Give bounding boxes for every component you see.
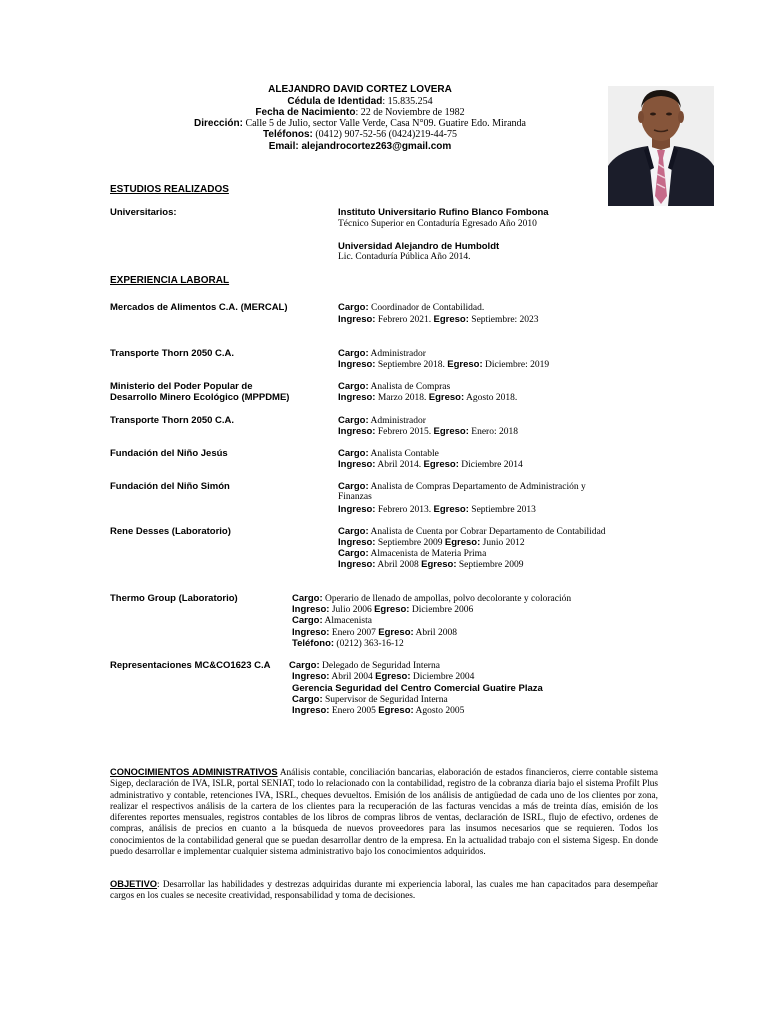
birthdate-line: Fecha de Nacimiento: 22 de Noviembre de 1982 [255, 107, 465, 118]
experience-cargo: Cargo: Operario de llenado de ampollas, polvo decolorante y coloración [292, 593, 572, 604]
experience-cargo-continued: Finanzas [338, 492, 372, 502]
experience-cargo: Cargo: Analista Contable [338, 448, 439, 459]
experience-cargo: Cargo: Analista de Compras [338, 381, 451, 392]
experience-dates: Ingreso: Abril 2008 Egreso: Septiembre 2009 [338, 559, 524, 570]
experience-cargo: Cargo: Administrador [338, 415, 426, 426]
study-institution: Instituto Universitario Rufino Blanco Fombona [338, 207, 549, 218]
knowledge-title: CONOCIMIENTOS ADMINISTRATIVOS [110, 767, 278, 777]
experience-cargo: Cargo: Almacenista [292, 615, 372, 626]
experience-company: Representaciones MC&CO1623 C.A [110, 660, 271, 671]
experience-subheading: Gerencia Seguridad del Centro Comercial Guatire Plaza [292, 683, 543, 694]
profile-photo [608, 86, 714, 206]
experience-section-title: EXPERIENCIA LABORAL [110, 275, 230, 286]
experience-company: Fundación del Niño Jesús [110, 448, 228, 459]
experience-dates: Ingreso: Enero 2007 Egreso: Abril 2008 [292, 627, 457, 638]
experience-cargo: Cargo: Analista de Cuenta por Cobrar Departamento de Contabilidad [338, 526, 606, 537]
phones-line: Teléfonos: (0412) 907-52-56 (0424)219-44-75 [263, 129, 457, 140]
experience-company: Fundación del Niño Simón [110, 481, 230, 492]
objective-title: OBJETIVO [110, 879, 158, 889]
experience-dates: Ingreso: Abril 2014. Egreso: Diciembre 2014 [338, 459, 523, 470]
experience-company: Transporte Thorn 2050 C.A. [110, 348, 235, 359]
objective-text: : Desarrollar las habilidades y destrezas adquiridas durante mi experiencia laboral, las cuales me han capacitados para desempeñar cargos en los cuales se necesite creatividad, responsabilidad y toma de decisiones. [110, 880, 658, 902]
experience-dates: Ingreso: Septiembre 2018. Egreso: Diciembre: 2019 [338, 359, 550, 370]
experience-dates: Ingreso: Septiembre 2009 Egreso: Junio 2012 [338, 537, 525, 548]
experience-cargo: Cargo: Coordinador de Contabilidad. [338, 302, 485, 313]
experience-dates: Ingreso: Marzo 2018. Egreso: Agosto 2018. [338, 392, 518, 403]
study-detail: Lic. Contaduría Pública Año 2014. [338, 252, 471, 262]
knowledge-paragraph [110, 767, 658, 858]
experience-company: Transporte Thorn 2050 C.A. [110, 415, 235, 426]
experience-dates: Ingreso: Abril 2004 Egreso: Diciembre 2004 [292, 671, 475, 682]
experience-cargo: Cargo: Administrador [338, 348, 426, 359]
experience-cargo: Cargo: Delegado de Seguridad Interna [289, 660, 440, 671]
experience-dates: Ingreso: Enero 2005 Egreso: Agosto 2005 [292, 705, 465, 716]
experience-company: Rene Desses (Laboratorio) [110, 526, 231, 537]
cedula-line: Cédula de Identidad: 15.835.254 [287, 96, 433, 107]
person-portrait-icon [608, 86, 714, 206]
studies-label: Universitarios: [110, 207, 177, 218]
experience-dates: Ingreso: Julio 2006 Egreso: Diciembre 2006 [292, 604, 474, 615]
experience-company: Mercados de Alimentos C.A. (MERCAL) [110, 302, 288, 313]
address-line: Dirección: Calle 5 de Julio, sector Valle Verde, Casa N°09. Guatire Edo. Miranda [194, 118, 526, 129]
study-institution: Universidad Alejandro de Humboldt [338, 241, 500, 252]
experience-cargo: Cargo: Analista de Compras Departamento de Administración y [338, 481, 586, 492]
candidate-name: ALEJANDRO DAVID CORTEZ LOVERA [268, 84, 452, 95]
experience-company: Ministerio del Poder Popular de [110, 381, 253, 392]
experience-cargo: Cargo: Supervisor de Seguridad Interna [292, 694, 448, 705]
experience-dates: Ingreso: Febrero 2013. Egreso: Septiembre 2013 [338, 504, 536, 515]
studies-section-title: ESTUDIOS REALIZADOS [110, 184, 229, 195]
experience-phone: Teléfono: (0212) 363-16-12 [292, 638, 404, 649]
email-line: Email: alejandrocortez263@gmail.com [268, 141, 452, 152]
objective-paragraph [110, 879, 658, 903]
experience-company: Thermo Group (Laboratorio) [110, 593, 238, 604]
experience-dates: Ingreso: Febrero 2015. Egreso: Enero: 2018 [338, 426, 518, 437]
study-detail: Técnico Superior en Contaduría Egresado Año 2010 [338, 219, 537, 229]
knowledge-text: Análisis contable, conciliación bancarias, elaboración de estados financieros, cierre contable sistema Sigep, declaración de IVA, ISLR, portal SENIAT, todo lo relacionado con la contabilidad, registro de la cobranza diaria bajo el sistema Profilt Plus administrativo y contable, retenciones IVA, ISRL, cheques devueltos. Emisión de los análisis de antigüedad de cada uno de los clientes por zona, realizar el respectivos análisis de la cartera de los clientes para la recuperación de las facturas vencidas a más de treinta días, emisión de los diferentes reportes mensuales, registros contables de los libros de compras libros de ventas, declaración de ISRL, flujo de efectivo, ordenes de compras, análisis de precios en cuanto a la búsqueda de nuevos proveedores para las insumos necesarios que se requieren. Todos los conocimientos de la contabilidad general que se puedan desarrollar dentro de la empresa. En la actualidad trabajo con el sistema Sigesp. En donde puedo desarrollar e implementar cualquier sistema administrativo bajo los conocimientos adquiridos. [110, 768, 658, 858]
experience-company: Desarrollo Minero Ecológico (MPPDME) [110, 392, 290, 403]
experience-dates: Ingreso: Febrero 2021. Egreso: Septiembre: 2023 [338, 314, 539, 325]
experience-cargo: Cargo: Almacenista de Materia Prima [338, 548, 487, 559]
